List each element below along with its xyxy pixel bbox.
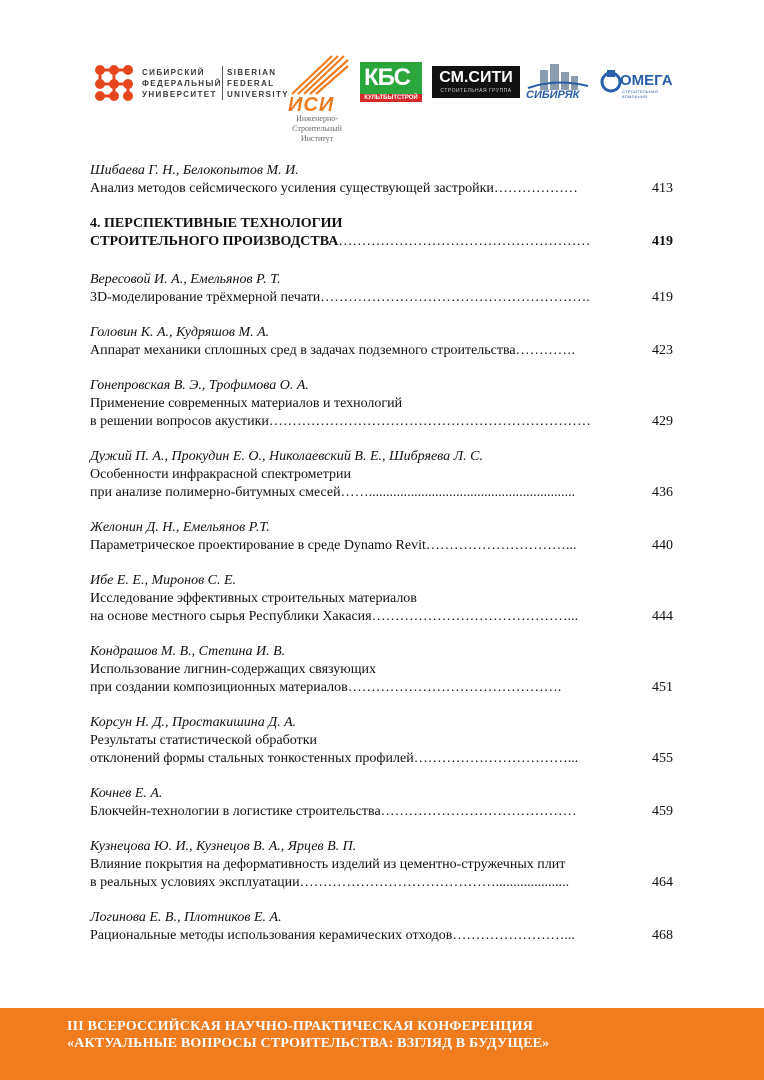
isi-caption: Инженерно- Строительный Институт <box>292 114 342 143</box>
toc-authors: Кондрашов М. В., Степина И. В. <box>90 644 286 659</box>
toc-authors: Головин К. А., Кудряшов М. А. <box>90 325 270 340</box>
toc-authors: Логинова Е. В., Плотников Е. А. <box>90 910 282 925</box>
toc-authors: Шибаева Г. Н., Белокопытов М. И. <box>90 163 299 178</box>
toc-entry <box>90 377 680 431</box>
sfu-name-ru: СИБИРСКИЙ ФЕДЕРАЛЬНЫЙ УНИВЕРСИТЕТ <box>142 68 222 99</box>
toc-page-number: 429 <box>652 414 673 429</box>
toc-page-number: 464 <box>652 875 673 890</box>
toc-entry <box>90 162 680 198</box>
table-of-contents <box>90 162 680 962</box>
toc-page-number: 440 <box>652 538 673 553</box>
toc-page-number: 419 <box>652 234 673 249</box>
toc-title-line2: в реальных условиях эксплуатации……………………………………..................... <box>90 875 570 890</box>
omega-name: ОМЕГА <box>620 72 673 89</box>
sfu-divider <box>222 66 223 100</box>
toc-title: Рациональные методы использования керамических отходов……………………... <box>90 928 575 943</box>
sfu-name-en: SIBERIAN FEDERAL UNIVERSITY <box>227 68 290 99</box>
toc-page-number: 451 <box>652 680 673 695</box>
sibiryak-logo <box>524 62 594 104</box>
toc-entry <box>90 838 680 892</box>
toc-authors: Кочнев Е. А. <box>90 786 163 801</box>
kbs-logo-text: КБС <box>364 64 410 91</box>
toc-title-line1: Результаты статистической обработки <box>90 733 317 748</box>
toc-entry <box>90 448 680 502</box>
smciti-name: СМ.СИТИ <box>439 69 513 86</box>
toc-authors: Корсун Н. Д., Простакишина Д. А. <box>90 715 297 730</box>
toc-title: Аппарат механики сплошных сред в задачах подземного строительства…………. <box>90 343 576 358</box>
toc-title: Анализ методов сейсмического усиления существующей застройки……………… <box>90 181 578 196</box>
footer-conference-title: «АКТУАЛЬНЫЕ ВОПРОСЫ СТРОИТЕЛЬСТВА: ВЗГЛЯД В БУДУЩЕЕ» <box>67 1036 550 1051</box>
isi-stripes-icon <box>286 52 352 96</box>
toc-title-line1: Влияние покрытия на деформативность изделий из цементно-стружечных плит <box>90 857 566 872</box>
toc-title-line1: Особенности инфракрасной спектрометрии <box>90 467 352 482</box>
toc-page-number: 455 <box>652 751 673 766</box>
sfu-logo <box>92 58 290 108</box>
smciti-sub: СТРОИТЕЛЬНАЯ ГРУППА <box>440 88 512 94</box>
sibiryak-name: СИБИРЯК <box>526 89 580 101</box>
toc-title-line1: Исследование эффективных строительных материалов <box>90 591 417 606</box>
toc-entry <box>90 271 680 307</box>
toc-authors: Ибе Е. Е., Миронов С. Е. <box>90 573 237 588</box>
toc-authors: Вересовой И. А., Емельянов Р. Т. <box>90 272 281 287</box>
section-title-line2: СТРОИТЕЛЬНОГО ПРОИЗВОДСТВА <box>90 234 339 249</box>
section-title-line1: 4. ПЕРСПЕКТИВНЫЕ ТЕХНОЛОГИИ <box>90 216 343 231</box>
omega-sub: СТРОИТЕЛЬНАЯ КОМПАНИЯ <box>622 89 659 99</box>
smciti-logo <box>432 66 520 98</box>
toc-title-line1: Применение современных материалов и технологий <box>90 396 403 411</box>
kbs-logo <box>360 62 422 102</box>
isi-logo <box>282 52 356 152</box>
conference-footer <box>0 1008 764 1080</box>
toc-title-line2: при анализе полимерно-битумных смесей……........................................................... <box>90 485 576 500</box>
toc-entry <box>90 909 680 945</box>
toc-authors: Кузнецова Ю. И., Кузнецов В. А., Ярцев В. П. <box>90 839 357 854</box>
toc-title-line1: Использование лигнин-содержащих связующих <box>90 662 377 677</box>
toc-entry <box>90 785 680 821</box>
toc-page-number: 444 <box>652 609 673 624</box>
sibiryak-buildings-icon <box>526 62 590 90</box>
toc-page-number: 419 <box>652 290 673 305</box>
omega-emblem-icon <box>600 68 622 94</box>
toc-section-heading <box>90 215 680 251</box>
toc-page-number: 468 <box>652 928 673 943</box>
omega-logo <box>600 66 680 98</box>
kbs-band: КУЛЬТБЫТСТРОЙ <box>360 94 422 102</box>
footer-conference-name: III ВСЕРОССИЙСКАЯ НАУЧНО-ПРАКТИЧЕСКАЯ КОНФЕРЕНЦИЯ <box>67 1019 534 1034</box>
toc-title-line2: в решении вопросов акустики…………………………………………………………… <box>90 414 591 429</box>
toc-entry <box>90 714 680 768</box>
toc-entry <box>90 519 680 555</box>
isi-brand: ИСИ <box>288 94 335 116</box>
header-logos <box>0 0 764 150</box>
toc-title: 3D-моделирование трёхмерной печати…………………………………………………. <box>90 290 590 305</box>
toc-authors: Гонепровская В. Э., Трофимова О. А. <box>90 378 309 393</box>
toc-authors: Дужий П. А., Прокудин Е. О., Николаевский В. Е., Шибряева Л. С. <box>90 449 483 464</box>
toc-title-line2: на основе местного сырья Республики Хакасия……………………………………... <box>90 609 579 624</box>
toc-title: Блокчейн-технологии в логистике строительства…………………………………… <box>90 804 577 819</box>
toc-page-number: 423 <box>652 343 673 358</box>
toc-page-number: 413 <box>652 181 673 196</box>
toc-page-number: 459 <box>652 804 673 819</box>
sfu-molecule-icon <box>92 60 138 106</box>
toc-entry <box>90 572 680 626</box>
toc-entry <box>90 643 680 697</box>
toc-page-number: 436 <box>652 485 673 500</box>
toc-title-line2: отклонений формы стальных тонкостенных профилей……………………………... <box>90 751 579 766</box>
toc-entry <box>90 324 680 360</box>
section-dots: ……………………………………………… <box>338 234 591 249</box>
toc-title-line2: при создании композиционных материалов………………………………………. <box>90 680 562 695</box>
toc-authors: Желонин Д. Н., Емельянов Р.Т. <box>90 520 270 535</box>
toc-title: Параметрическое проектирование в среде Dynamo Revit…………………………... <box>90 538 577 553</box>
